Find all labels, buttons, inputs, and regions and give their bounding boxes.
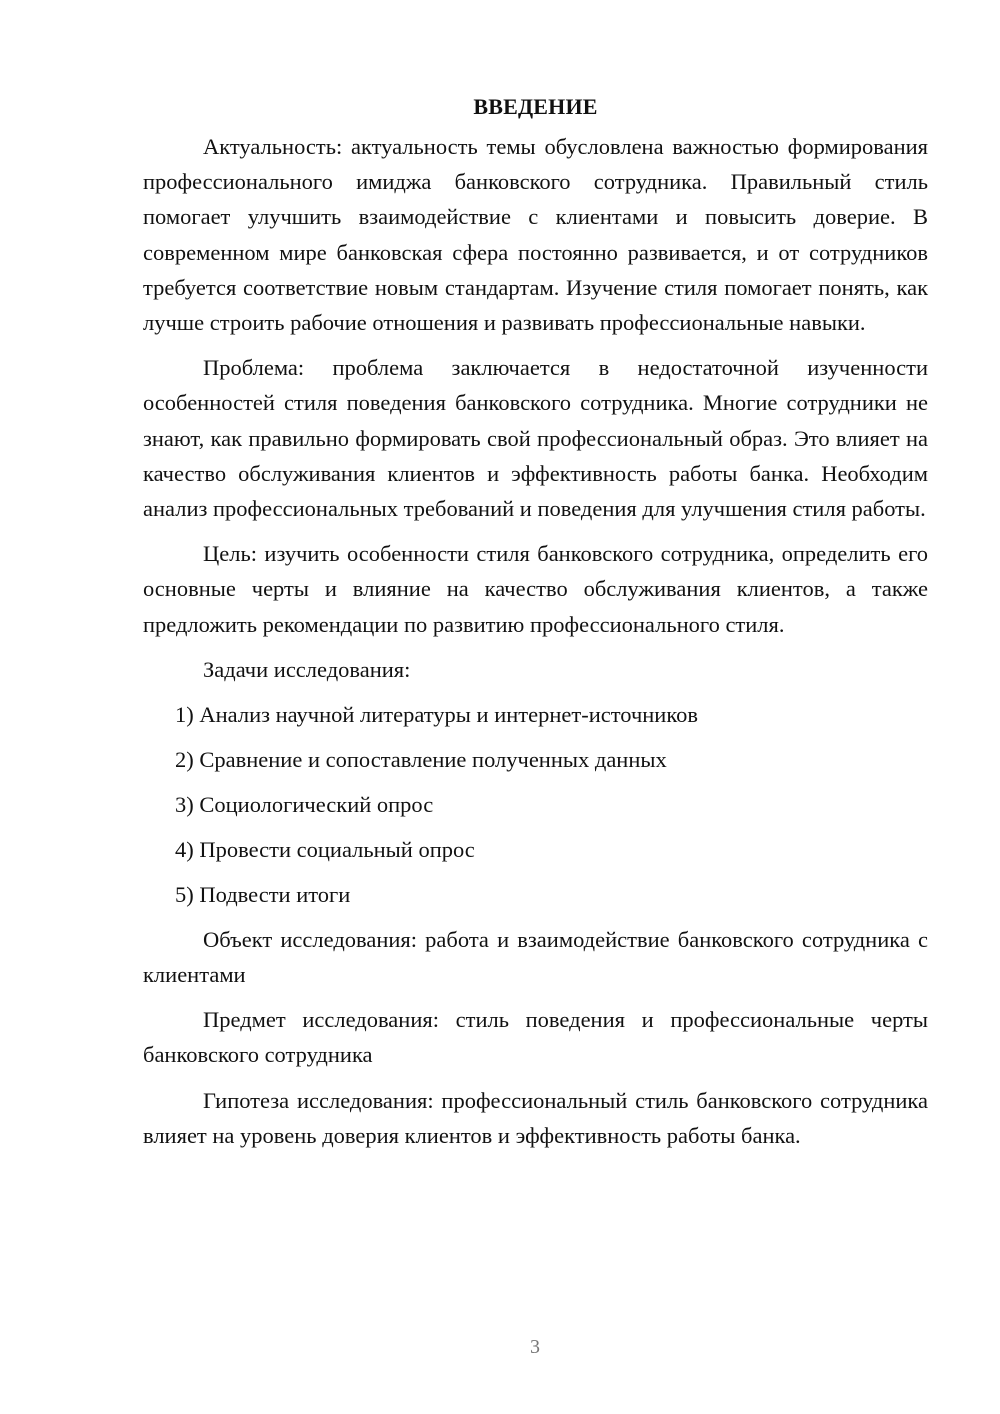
list-item: 3) Социологический опрос xyxy=(175,791,434,817)
list-item: 4) Провести социальный опрос xyxy=(175,836,475,862)
paragraph-relevance: Актуальность: актуальность темы обусловлена важностью формирования профессионального имиджа банковского сотрудника. Правильный стиль помогает улучшить взаимодействие с клиентами и повысить доверие. В современном мире банковская сфера постоянно развивается, и от сотрудников требуется соответствие новым стандартам. Изучение стиля помогает понять, как лучше строить рабочие отношения и развивать профессиональные навыки. xyxy=(143,134,928,336)
paragraph-object: Объект исследования: работа и взаимодействие банковского сотрудника с клиентами xyxy=(143,926,928,988)
list-item: 5) Подвести итоги xyxy=(175,881,351,907)
paragraph-subject: Предмет исследования: стиль поведения и профессиональные черты банковского сотрудника xyxy=(143,1007,928,1068)
paragraph-goal: Цель: изучить особенности стиля банковского сотрудника, определить его основные черты и влияние на качество обслуживания клиентов, а также предложить рекомендации по развитию профессионального стиля. xyxy=(143,541,928,637)
document-page xyxy=(143,92,928,1163)
page-number: 3 xyxy=(530,1336,540,1358)
tasks-list xyxy=(143,697,928,912)
section-title: ВВЕДЕНИЕ xyxy=(473,94,598,119)
list-item: 1) Анализ научной литературы и интернет-источников xyxy=(175,701,699,727)
list-item: 2) Сравнение и сопоставление полученных данных xyxy=(175,746,667,772)
paragraph-problem: Проблема: проблема заключается в недостаточной изученности особенностей стиля поведения банковского сотрудника. Многие сотрудники не знают, как правильно формировать свой профессиональный образ. Это влияет на качество обслуживания клиентов и эффективность работы банка. Необходим анализ профессиональных требований и поведения для улучшения стиля работы. xyxy=(143,355,928,522)
tasks-heading: Задачи исследования: xyxy=(203,656,411,682)
paragraph-hypothesis: Гипотеза исследования: профессиональный стиль банковского сотрудника влияет на уровень доверия клиентов и эффективность работы банка. xyxy=(143,1087,928,1148)
